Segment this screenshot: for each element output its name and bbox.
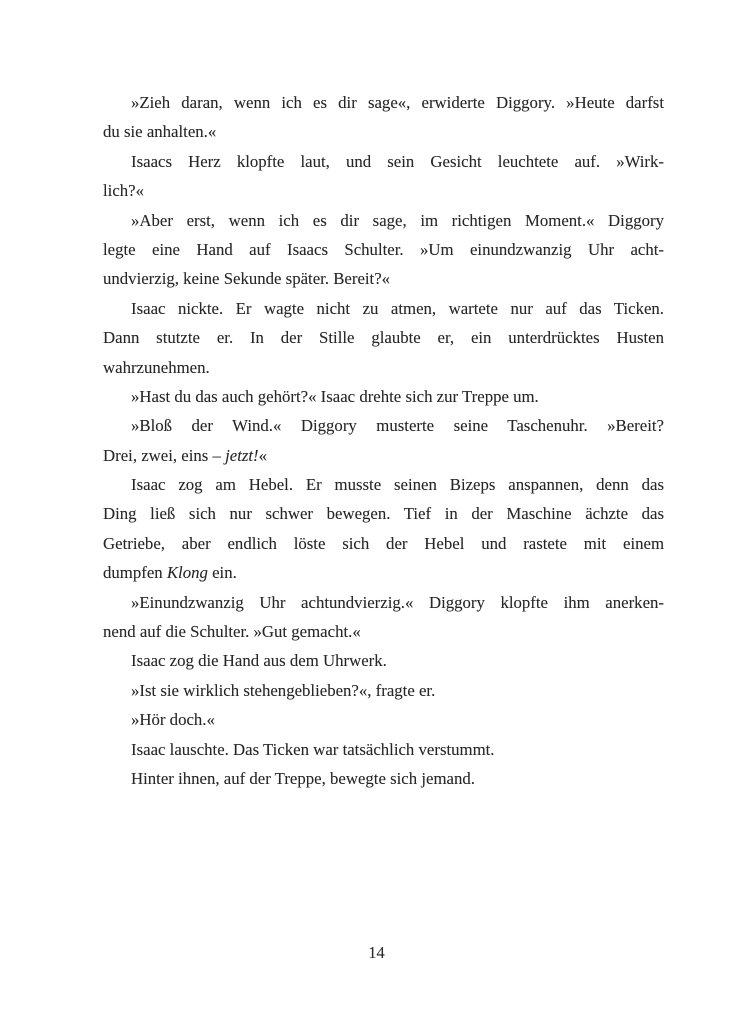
- text-line: [103, 529, 664, 558]
- text-line: [103, 617, 664, 646]
- text-segment: undvierzig, keine Sekunde später. Bereit?«: [103, 269, 391, 289]
- text-line: [103, 206, 664, 235]
- paragraph: [103, 705, 664, 734]
- text-segment: legte eine Hand auf Isaacs Schulter. »Um einundzwanzig Uhr acht-: [103, 239, 664, 259]
- text-line: [103, 235, 664, 264]
- paragraph: [103, 470, 664, 588]
- text-line: [103, 382, 664, 411]
- text-line: [103, 588, 664, 617]
- text-line: [103, 764, 664, 793]
- text-segment: »Bloß der Wind.« Diggory musterte seine Taschenuhr. »Bereit?: [131, 416, 664, 436]
- paragraph: [103, 764, 664, 793]
- text-line: [103, 323, 664, 352]
- text-line: [103, 558, 664, 587]
- text-segment: jetzt!: [225, 445, 259, 465]
- text-line: [103, 264, 664, 293]
- text-line: [103, 676, 664, 705]
- text-segment: »Einundzwanzig Uhr achtundvierzig.« Diggory klopfte ihm anerken-: [131, 592, 664, 612]
- text-segment: Isaac lauschte. Das Ticken war tatsächlich verstummt.: [131, 739, 495, 759]
- text-line: [103, 705, 664, 734]
- text-line: [103, 499, 664, 528]
- text-segment: nend auf die Schulter. »Gut gemacht.«: [103, 622, 361, 642]
- text-segment: Dann stutzte er. In der Stille glaubte er, ein unterdrücktes Husten: [103, 328, 664, 348]
- paragraph: [103, 382, 664, 411]
- text-line: [103, 411, 664, 440]
- text-line: [103, 176, 664, 205]
- text-line: [103, 353, 664, 382]
- text-line: [103, 646, 664, 675]
- text-segment: ein.: [207, 563, 237, 583]
- text-segment: dumpfen: [103, 563, 167, 583]
- paragraph: [103, 676, 664, 705]
- text-segment: Isaac zog am Hebel. Er musste seinen Bizeps anspannen, denn das: [131, 475, 664, 495]
- text-segment: »Zieh daran, wenn ich es dir sage«, erwiderte Diggory. »Heute darfst: [131, 93, 664, 112]
- paragraph: [103, 588, 664, 647]
- paragraph: [103, 646, 664, 675]
- text-segment: «: [258, 445, 268, 465]
- paragraph: [103, 294, 664, 382]
- text-segment: Drei, zwei, eins –: [103, 445, 226, 465]
- text-line: [103, 441, 664, 470]
- text-line: [103, 88, 664, 117]
- paragraph: [103, 206, 664, 294]
- paragraph: [103, 147, 664, 206]
- text-line: [103, 735, 664, 764]
- text-segment: »Ist sie wirklich stehengeblieben?«, fragte er.: [131, 680, 436, 700]
- paragraph: [103, 735, 664, 764]
- text-segment: lich?«: [103, 181, 145, 201]
- text-segment: »Hast du das auch gehört?« Isaac drehte sich zur Treppe um.: [131, 386, 539, 406]
- text-segment: »Aber erst, wenn ich es dir sage, im richtigen Moment.« Diggory: [131, 210, 664, 230]
- paragraph: [103, 411, 664, 470]
- paragraph: [103, 88, 664, 147]
- text-segment: wahrzunehmen.: [103, 357, 210, 377]
- text-line: [103, 147, 664, 176]
- text-line: [103, 470, 664, 499]
- text-line: [103, 294, 664, 323]
- page-number: 14: [368, 943, 385, 962]
- text-segment: Isaac nickte. Er wagte nicht zu atmen, wartete nur auf das Ticken.: [131, 298, 664, 318]
- text-segment: Isaacs Herz klopfte laut, und sein Gesicht leuchtete auf. »Wirk-: [131, 151, 664, 171]
- text-segment: du sie anhalten.«: [103, 122, 217, 142]
- text-block: [103, 88, 664, 793]
- text-segment: Ding ließ sich nur schwer bewegen. Tief in der Maschine ächzte das: [103, 504, 664, 524]
- text-segment: Isaac zog die Hand aus dem Uhrwerk.: [131, 651, 387, 671]
- text-segment: Klong: [166, 563, 208, 583]
- text-segment: Getriebe, aber endlich löste sich der Hebel und rastete mit einem: [103, 533, 664, 553]
- text-line: [103, 117, 664, 146]
- text-segment: »Hör doch.«: [131, 710, 215, 730]
- text-segment: Hinter ihnen, auf der Treppe, bewegte sich jemand.: [131, 768, 475, 788]
